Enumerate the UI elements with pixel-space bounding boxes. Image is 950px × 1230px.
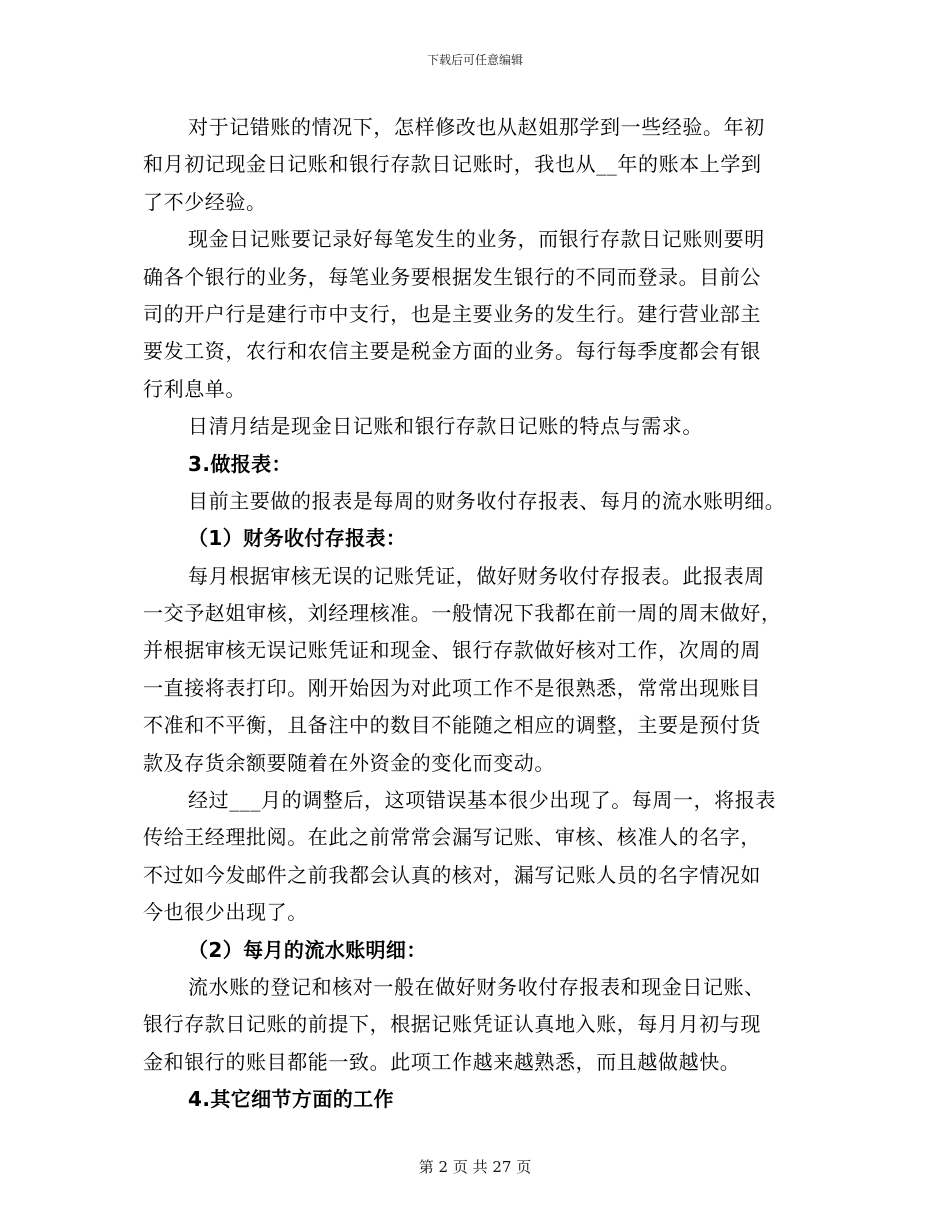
section-heading: （2）每月的流水账明细： xyxy=(188,937,427,962)
section-heading: （1）财务收付存报表： xyxy=(188,526,407,551)
paragraph-line: 经过___月的调整后，这项错误基本很少出现了。每周一，将报表 xyxy=(188,788,776,813)
section-heading: 3.做报表： xyxy=(188,451,292,476)
paragraph-line: 一交予赵姐审核，刘经理核准。一般情况下我都在前一周的周末做好， xyxy=(143,601,782,626)
paragraph-line: 每月根据审核无误的记账凭证，做好财务收付存报表。此报表周 xyxy=(188,563,765,588)
page-number: 第 2 页 共 27 页 xyxy=(418,1158,532,1176)
paragraph-line: 司的开户行是建行市中支行，也是主要业务的发生行。建行营业部主 xyxy=(143,301,761,326)
paragraph-line: 不过如今发邮件之前我都会认真的核对，漏写记账人员的名字情况如 xyxy=(143,862,761,887)
paragraph-line: 一直接将表打印。刚开始因为对此项工作不是很熟悉，常常出现账目 xyxy=(143,675,761,700)
paragraph-line: 今也很少出现了。 xyxy=(143,900,308,925)
paragraph-line: 确各个银行的业务，每笔业务要根据发生银行的不同而登录。目前公 xyxy=(143,264,761,289)
document-body xyxy=(143,109,813,1119)
paragraph-line: 流水账的登记和核对一般在做好财务收付存报表和现金日记账、 xyxy=(188,974,765,999)
paragraph-line: 和月初记现金日记账和银行存款日记账时，我也从__年的账本上学到 xyxy=(143,152,762,177)
paragraph-line: 并根据审核无误记账凭证和现金、银行存款做好核对工作，次周的周 xyxy=(143,638,761,663)
page-header: 下载后可任意编辑 xyxy=(426,53,523,67)
paragraph-line: 传给王经理批阅。在此之前常常会漏写记账、审核、核准人的名字， xyxy=(143,825,761,850)
paragraph-line: 日清月结是现金日记账和银行存款日记账的特点与需求。 xyxy=(188,414,703,439)
paragraph-line: 行利息单。 xyxy=(143,376,246,401)
paragraph-line: 现金日记账要记录好每笔发生的业务，而银行存款日记账则要明 xyxy=(188,227,765,252)
paragraph-line: 银行存款日记账的前提下，根据记账凭证认真地入账，每月月初与现 xyxy=(143,1012,761,1037)
section-heading: 4.其它细节方面的工作 xyxy=(188,1087,394,1112)
paragraph-line: 目前主要做的报表是每周的财务收付存报表、每月的流水账明细。 xyxy=(188,488,786,513)
paragraph-line: 对于记错账的情况下，怎样修改也从赵姐那学到一些经验。年初 xyxy=(188,115,765,139)
paragraph-line: 要发工资，农行和农信主要是税金方面的业务。每行每季度都会有银 xyxy=(143,339,761,364)
paragraph-line: 金和银行的账目都能一致。此项工作越来越熟悉，而且越做越快。 xyxy=(143,1049,741,1074)
paragraph-line: 不准和不平衡，且备注中的数目不能随之相应的调整，主要是预付货 xyxy=(143,713,761,738)
paragraph-line: 了不少经验。 xyxy=(143,189,267,214)
paragraph-line: 款及存货余额要随着在外资金的变化而变动。 xyxy=(143,750,555,775)
